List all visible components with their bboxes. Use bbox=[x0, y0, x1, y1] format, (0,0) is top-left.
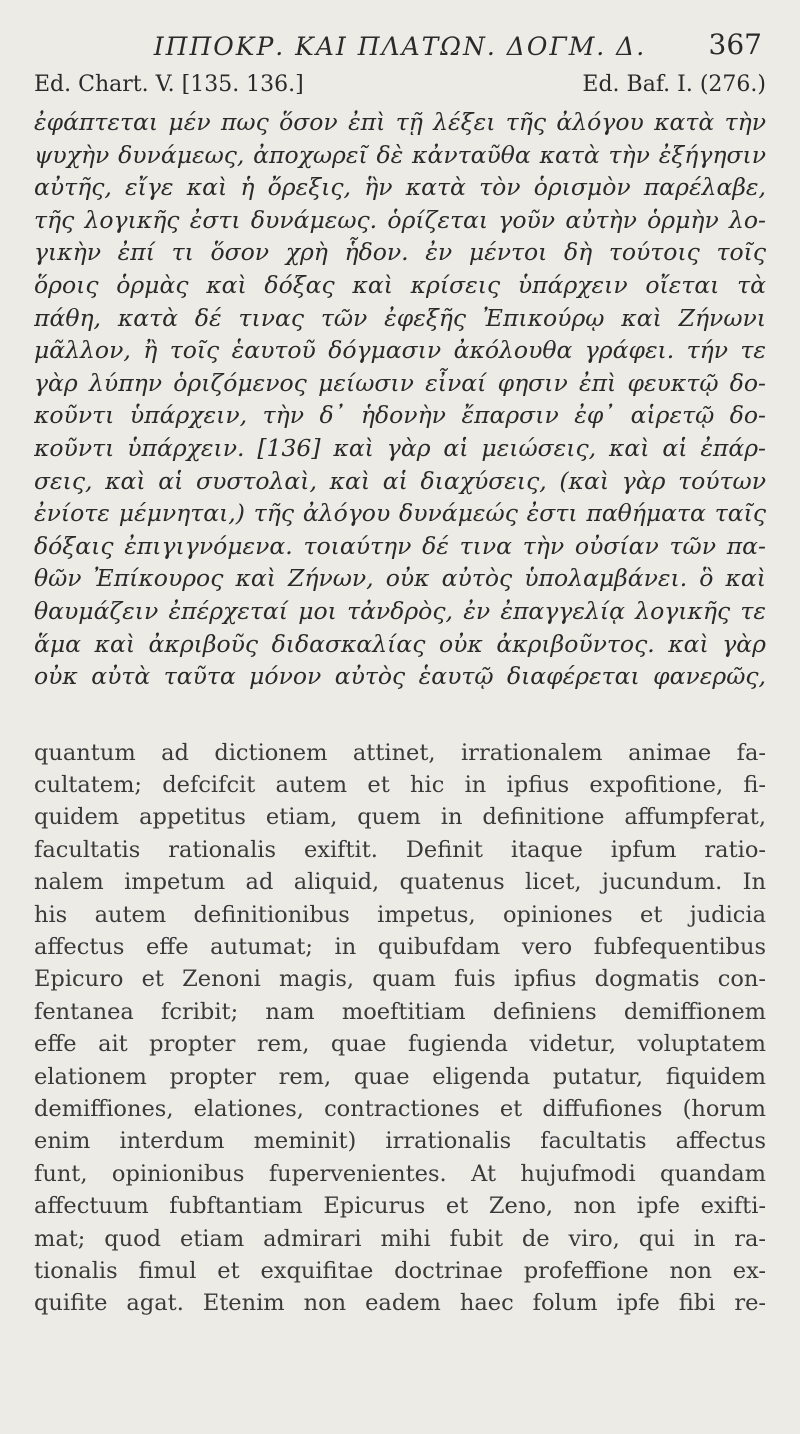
latin-line: Epicuro et Zenoni magis, quam fuis ipfius dogmatis con- bbox=[34, 966, 766, 993]
edition-basel: Ed. Baf. I. (276.) bbox=[582, 72, 766, 97]
greek-line: θῶν Ἐπίκουρος καὶ Ζήνων, οὐκ αὐτὸς ὑπολαμβάνει. ὃ καὶ bbox=[34, 564, 766, 593]
latin-line: elationem propter rem, quae eligenda putatur, fiquidem bbox=[34, 1063, 766, 1090]
latin-line: tionalis fimul et exquifitae doctrinae profeffione non ex- bbox=[34, 1257, 766, 1284]
latin-line: fentanea fcribit; nam moeftitiam definiens demiffionem bbox=[34, 998, 766, 1025]
greek-text bbox=[34, 106, 766, 693]
running-title: ΙΠΠΟΚΡ. ΚΑΙ ΠΛΑΤΩΝ. ΔΟΓΜ. Δ. bbox=[153, 32, 647, 61]
latin-line: funt, opinionibus fupervenientes. At hujufmodi quandam bbox=[34, 1160, 766, 1187]
latin-line: his autem definitionibus impetus, opiniones et judicia bbox=[34, 901, 766, 928]
latin-line: nalem impetum ad aliquid, quatenus licet, jucundum. In bbox=[34, 869, 766, 896]
greek-line: κοῦντι ὑπάρχειν, τὴν δ᾽ ἡδονὴν ἔπαρσιν ἐφ᾽ αἱρετῷ δο- bbox=[34, 401, 766, 430]
latin-line: affectus effe autumat; in quibufdam vero fubfequentibus bbox=[34, 934, 766, 961]
latin-line: quantum ad dictionem attinet, irrationalem animae fa- bbox=[34, 739, 766, 766]
greek-line: ἐφάπτεται μέν πως ὅσον ἐπὶ τῇ λέξει τῆς ἀλόγου κατὰ τὴν bbox=[34, 108, 766, 136]
greek-line: ἐνίοτε μέμνηται,) τῆς ἀλόγου δυνάμεώς ἐστι παθήματα ταῖς bbox=[34, 499, 766, 528]
latin-line: quidem appetitus etiam, quem in definitione affumpferat, bbox=[34, 804, 766, 831]
latin-line: facultatis rationalis exiftit. Definit itaque ipfum ratio- bbox=[34, 836, 766, 863]
greek-line: γικὴν ἐπί τι ὅσον χρὴ ἧδον. ἐν μέντοι δὴ τούτοις τοῖς bbox=[34, 238, 766, 267]
greek-line: σεις, καὶ αἱ συστολαὶ, καὶ αἱ διαχύσεις, (καὶ γὰρ τούτων bbox=[34, 466, 766, 495]
greek-line: ψυχὴν δυνάμεως, ἀποχωρεῖ δὲ κἀνταῦθα κατὰ τὴν ἐξήγησιν bbox=[34, 140, 766, 169]
latin-line: demiffiones, elationes, contractiones et diffufiones (horum bbox=[34, 1095, 766, 1122]
greek-line: ἅμα καὶ ἀκριβοῦς διδασκαλίας οὐκ ἀκριβοῦντος. καὶ γὰρ bbox=[34, 629, 766, 658]
greek-line: κοῦντι ὑπάρχειν. [136] καὶ γὰρ αἱ μειώσεις, καὶ αἱ ἐπάρ- bbox=[34, 433, 766, 462]
greek-line: τῆς λογικῆς ἐστι δυνάμεως. ὁρίζεται γοῦν αὐτὴν ὁρμὴν λο- bbox=[34, 205, 766, 234]
latin-line: effe ait propter rem, quae fugienda videtur, voluptatem bbox=[34, 1031, 766, 1058]
greek-line: αὐτῆς, εἴγε καὶ ἡ ὄρεξις, ἣν κατὰ τὸν ὁρισμὸν παρέλαβε, bbox=[34, 173, 766, 202]
latin-line: affectuum fubftantiam Epicurus et Zeno, non ipfe exifti- bbox=[34, 1193, 766, 1220]
greek-line: μᾶλλον, ἢ τοῖς ἑαυτοῦ δόγμασιν ἀκόλουθα γράφει. τήν τε bbox=[34, 336, 766, 365]
edition-chartier: Ed. Chart. V. [135. 136.] bbox=[34, 72, 304, 97]
greek-line: θαυμάζειν ἐπέρχεταί μοι τἀνδρὸς, ἐν ἐπαγγελίᾳ λογικῆς τε bbox=[34, 596, 766, 625]
latin-line: enim interdum meminit) irrationalis facultatis affectus bbox=[34, 1128, 766, 1155]
greek-line: ὅροις ὁρμὰς καὶ δόξας καὶ κρίσεις ὑπάρχειν οἴεται τὰ bbox=[34, 270, 766, 299]
greek-line: δόξαις ἐπιγιγνόμενα. τοιαύτην δέ τινα τὴν οὐσίαν τῶν πα- bbox=[34, 531, 766, 560]
page-number: 367 bbox=[708, 28, 762, 61]
edition-references bbox=[34, 68, 766, 102]
latin-line: quifite agat. Etenim non eadem haec folum ipfe fibi re- bbox=[34, 1290, 766, 1317]
latin-translation bbox=[34, 737, 766, 1320]
greek-line: πάθη, κατὰ δέ τινας τῶν ἐφεξῆς Ἐπικούρῳ καὶ Ζήνωνι bbox=[34, 303, 766, 332]
greek-line: οὐκ αὐτὰ ταῦτα μόνον αὐτὸς ἑαυτῷ διαφέρεται φανερῶς, bbox=[34, 662, 766, 691]
latin-line: cultatem; defcifcit autem et hic in ipfius expofitione, fi- bbox=[34, 772, 766, 799]
section-gap bbox=[34, 693, 766, 737]
running-head bbox=[34, 28, 766, 68]
latin-line: mat; quod etiam admirari mihi fubit de viro, qui in ra- bbox=[34, 1225, 766, 1252]
greek-line: γὰρ λύπην ὁριζόμενος μείωσιν εἶναί φησιν ἐπὶ φευκτῷ δο- bbox=[34, 368, 766, 397]
